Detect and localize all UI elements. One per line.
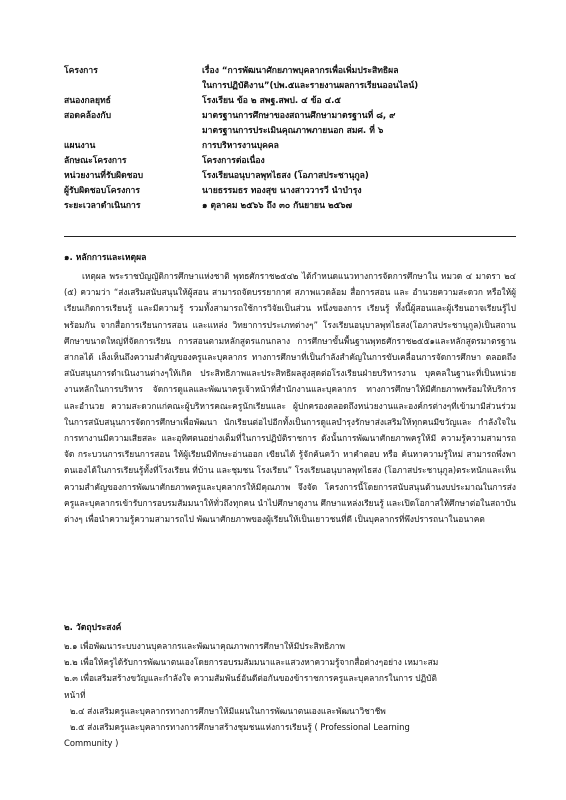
header-label: สนองกลยุทธ์ <box>64 96 111 106</box>
header-label: ระยะเวลาดำเนินการ <box>64 201 141 211</box>
header-value: โรงเรียน ข้อ ๒ สพฐ.สพป. ๔ ข้อ ๔.๕ <box>202 96 341 106</box>
header-value: โครงการต่อเนื่อง <box>202 156 265 166</box>
header-row <box>64 64 524 79</box>
list-item: ๒.๓ เพื่อเสริมสร้างขวัญและกำลังใจ ความสัมพันธ์อันดีต่อกันของข้าราชการครูและบุคลากรในการ ปฏิบัติ <box>64 673 437 684</box>
header-value: ๑ ตุลาคม ๒๕๖๖ ถึง ๓๐ กันยายน ๒๕๖๗ <box>202 201 353 211</box>
section-title: ๒. วัตถุประสงค์ <box>64 623 122 633</box>
header-row <box>64 94 524 109</box>
header-row <box>64 109 524 124</box>
header-value: การบริหารงานบุคคล <box>202 141 279 151</box>
header-label: โครงการ <box>64 66 98 76</box>
list-item: ๒.๕ ส่งเสริมครูและบุคลากรทางการศึกษาสร้างชุมชนแห่งการเรียนรู้ ( Professional Learning <box>70 722 410 733</box>
header-row <box>64 124 524 139</box>
header-label: สอดคล้องกับ <box>64 111 112 121</box>
header-value: ในการปฏิบัติงาน”(ปพ.๕และรายงานผลการเรียนออนไลน์) <box>202 81 419 91</box>
list-item: ๒.๑ เพื่อพัฒนาระบบงานบุคลากรและพัฒนาคุณภาพการศึกษาให้มีประสิทธิภาพ <box>64 641 346 651</box>
section-title: ๑. หลักการและเหตุผล <box>64 253 147 263</box>
list-item-continuation: หน้าที่ <box>64 689 86 700</box>
header-label: ผู้รับผิดชอบโครงการ <box>64 186 140 196</box>
objectives-list <box>64 638 516 751</box>
header-label: แผนงาน <box>64 141 96 151</box>
header-value: มาตรฐานการประเมินคุณภาพภายนอก สมศ. ที่ ๖ <box>202 126 384 136</box>
header-row <box>64 169 524 184</box>
section-rationale <box>64 250 516 527</box>
header-row <box>64 184 524 199</box>
header-label <box>64 124 202 139</box>
header-row <box>64 154 524 169</box>
header-value: โรงเรียนอนุบาลพุทไธสง (โอภาสประชานุกูล) <box>202 171 369 181</box>
list-item: ๒.๔ ส่งเสริมครูและบุคลากรทางการศึกษาให้มีแผนในการพัฒนาตนเองและพัฒนาวิชาชีพ <box>70 705 386 716</box>
section-objectives <box>64 620 516 751</box>
header-label: ลักษณะโครงการ <box>64 156 127 166</box>
header-value: เรื่อง “การพัฒนาศักยภาพบุคลากรเพื่อเพิ่มประสิทธิผล <box>202 66 399 76</box>
header-row <box>64 199 524 214</box>
header-value: มาตรฐานการศึกษาของสถานศึกษามาตรฐานที่ ๘, ๙ <box>202 111 396 121</box>
header-label <box>64 79 202 94</box>
project-header <box>64 64 524 214</box>
list-item: ๒.๒ เพื่อให้ครูได้รับการพัฒนาตนเองโดยการอบรมสัมมนาและแสวงหาความรู้จากสื่อต่างๆอย่าง เหมาะสม <box>64 657 439 668</box>
header-divider <box>64 236 516 237</box>
header-row <box>64 79 524 94</box>
header-row <box>64 139 524 154</box>
rationale-paragraph: เหตุผล พระราชบัญญัติการศึกษาแห่งชาติ พุทธศักราช๒๕๔๒ ได้กำหนดแนวทางการจัดการศึกษาใน หมวด ๔ มาตรา ๒๔ (๕) ความว่า “ส่งเสริมสนับสนุนให้ผู้สอน สามารถจัดบรรยากาศ สภาพแวดล้อม สื่อการสอน และ อำนวยความสะดวก หรือให้ผู้เรียนเกิดการเรียนรู้ และมีความรู้ รวมทั้งสามารถใช้การวิจัยเป็นส่วน หนึ่งของการ เรียนรู้ ทั้งนี้ผู้สอนและผู้เรียนอาจเรียนรู้ไปพร้อมกัน จากสื่อการเรียนการสอน และแหล่ง วิทยาการประเภทต่างๆ” โรงเรียนอนุบาลพุทไธสง(โอภาสประชานุกูล)เป็นสถานศึกษาขนาดใหญ่ที่จัดการเรียน การสอนตามหลักสูตรแกนกลาง การศึกษาขั้นพื้นฐานพุทธศักราช๒๕๕๑และหลักสูตรมาตรฐานสากลได้ เล็งเห็นถึงความสำคัญของครูและบุคลากร ทางการศึกษาที่เป็นกำลังสำคัญในการขับเคลื่อนการจัดการศึกษา ตลอดถึงสนับสนุนการดำเนินงานต่างๆให้เกิด ประสิทธิภาพและประสิทธิผลสูงสุดต่อโรงเรียนฝ่ายบริหารงาน บุคคลในฐานะที่เป็นหน่วยงานหลักในการบริหาร จัดการดูแลและพัฒนาครูเจ้าหน้าที่สำนักงานและบุคลากร ทางการศึกษาให้มีศักยภาพพร้อมให้บริการและอำนวย ความสะดวกแก่คณะผู้บริหารคณะครูนักเรียนและ ผู้ปกครองตลอดถึงหน่วยงานและองค์กรต่างๆที่เข้ามามีส่วนร่วม ในการสนับสนุนการจัดการศึกษาเพื่อพัฒนา นักเรียนต่อไปอีกทั้งเป็นการดูแลบำรุงรักษาส่งเสริมให้ทุกคนมีขวัญและ กำลังใจในการทางานมีความเสียสละ และอุทิศตนอย่างเต็มที่ในการปฏิบัติราชการ ดังนั้นการพัฒนาศักยภาพครูให้มี ความรู้ความสามารถจัด กระบวนการเรียนการสอน ให้ผู้เรียนมีทักษะอ่านออก เขียนได้ รู้จักค้นคว้า หาคำตอบ หรือ ค้นหาความรู้ใหม่ สามารถพึ่งพาตนเองได้ในการเรียนรู้ทั้งที่โรงเรียน ที่บ้าน และชุมชน โรงเรียน” โรงเรียนอนุบาลพุทไธสง (โอภาสประชานุกูล)ตระหนักและเห็นความสำคัญของการพัฒนาศักยภาพครูและบุคลากรให้มีคุณภาพ จึงจัด โครงการนี้โดยการสนับสนุนด้านงบประมาณในการส่งครูและบุคลากรเข้ารับการอบรมสัมมนาให้ทั่วถึงทุกคน นำไปศึกษาดูงาน ศึกษาแหล่งเรียนรู้ และเปิดโอกาสให้ศึกษาต่อในสถาบันต่างๆ เพื่อนำความรู้ความสามารถไป พัฒนาศักยภาพของผู้เรียนให้เป็นเยาวชนที่ดี เป็นบุคลากรที่พึงปรารถนาในอนาคต <box>64 271 516 525</box>
header-label: หน่วยงานที่รับผิดชอบ <box>64 171 144 181</box>
header-value: นายธรรมธร ทองสุข นางสาววารวี นำบำรุง <box>202 186 362 196</box>
list-item-continuation: Community ) <box>64 738 119 749</box>
